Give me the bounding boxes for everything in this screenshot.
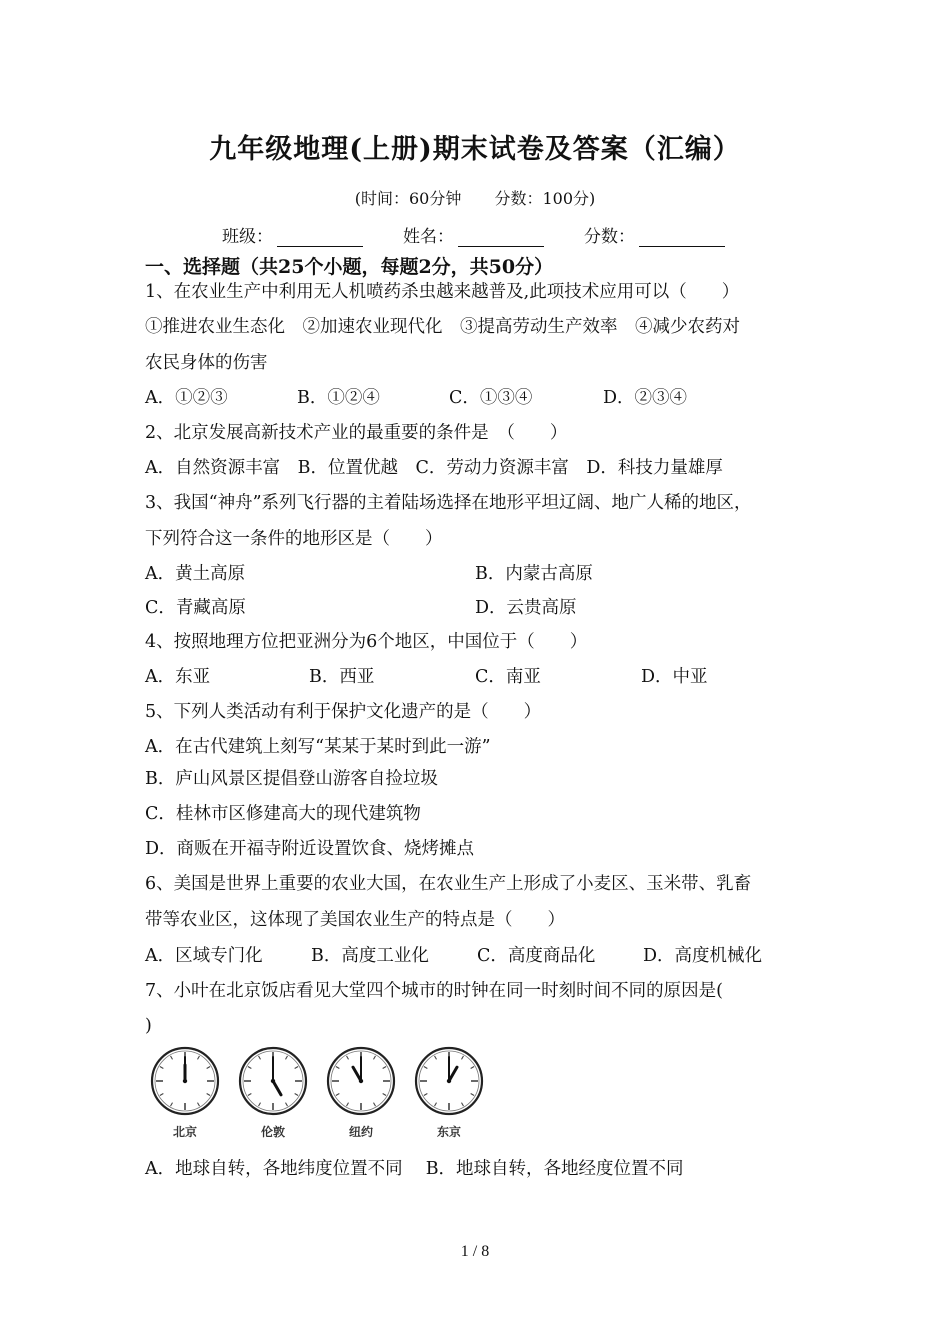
q2-stem: 2、北京发展高新技术产业的最重要的条件是 （ ）: [145, 423, 568, 443]
q1-stem: 1、在农业生产中利用无人机喷药杀虫越来越普及,此项技术应用可以（ ）: [145, 282, 740, 302]
q5-option-d[interactable]: D．商贩在开福寺附近设置饮食、烧烤摊点: [145, 839, 475, 859]
exam-time: (时间：60分钟: [354, 189, 462, 208]
clock-face-icon: [325, 1045, 397, 1117]
q6-option-a[interactable]: A．区域专门化: [145, 946, 263, 966]
q7-stem: 7、小叶在北京饭店看见大堂四个城市的时钟在同一时刻时间不同的原因是(: [145, 981, 723, 1001]
q4-options: [145, 666, 708, 688]
q3-option-a[interactable]: A．黄土高原: [145, 564, 246, 584]
clock-london: [229, 1045, 317, 1140]
clock-label-beijing: 北京: [172, 1125, 197, 1139]
clock-label-london: 伦敦: [260, 1125, 285, 1139]
q4-option-c[interactable]: C．南亚: [475, 667, 541, 687]
q5-option-a[interactable]: A．在古代建筑上刻写“某某于某时到此一游”: [145, 737, 491, 757]
q6-option-b[interactable]: B．高度工业化: [311, 946, 429, 966]
class-blank[interactable]: [277, 230, 363, 247]
clock-label-tokyo: 东京: [436, 1125, 461, 1139]
q1-line3: 农民身体的伤害: [145, 353, 268, 373]
q6-option-c[interactable]: C．高度商品化: [477, 946, 596, 966]
q1-option-c[interactable]: C．①③④: [449, 388, 533, 408]
q6-line2: 带等农业区，这体现了美国农业生产的特点是（ ）: [145, 910, 565, 930]
q6-option-d[interactable]: D．高度机械化: [643, 946, 763, 966]
q3-stem: 3、我国“神舟”系列飞行器的主着陆场选择在地形平坦辽阔、地广人稀的地区，: [145, 493, 752, 513]
clock-newyork: [317, 1045, 405, 1140]
q6-options: [145, 945, 762, 967]
class-label: 班级：: [222, 227, 273, 247]
q7-options[interactable]: A．地球自转，各地纬度位置不同 B．地球自转，各地经度位置不同: [145, 1159, 684, 1179]
q4-option-a[interactable]: A．东亚: [145, 667, 211, 687]
clock-face-icon: [237, 1045, 309, 1117]
q1-line2: ①推进农业生态化 ②加速农业现代化 ③提高劳动生产效率 ④减少农药对: [145, 317, 740, 337]
q4-option-d[interactable]: D．中亚: [641, 667, 708, 687]
exam-total-score: 分数：100分): [494, 189, 596, 208]
q3-option-c[interactable]: C．青藏高原: [145, 598, 246, 618]
clock-center: [183, 1079, 187, 1083]
q5-option-b[interactable]: B．庐山风景区提倡登山游客自捡垃圾: [145, 769, 438, 789]
clock-center: [359, 1079, 363, 1083]
q5-stem: 5、下列人类活动有利于保护文化遗产的是（ ）: [145, 702, 542, 722]
name-label: 姓名：: [403, 227, 454, 247]
q4-stem: 4、按照地理方位把亚洲分为6个地区，中国位于（ ）: [145, 632, 588, 652]
class-field: [222, 222, 363, 247]
clock-tokyo: [405, 1045, 493, 1140]
clock-face-icon: [149, 1045, 221, 1117]
clock-center: [271, 1079, 275, 1083]
student-info: [222, 222, 765, 247]
q7-line2: ): [145, 1016, 152, 1036]
q3-line2: 下列符合这一条件的地形区是（ ）: [145, 529, 443, 549]
score-field: [584, 222, 725, 247]
page-title: 九年级地理(上册)期末试卷及答案（汇编）: [209, 134, 741, 165]
clock-label-newyork: 纽约: [348, 1125, 373, 1139]
q6-stem: 6、美国是世界上重要的农业大国，在农业生产上形成了小麦区、玉米带、乳畜: [145, 874, 752, 894]
name-field: [403, 222, 544, 247]
q1-option-b[interactable]: B．①②④: [297, 388, 380, 408]
clock-beijing: [141, 1045, 229, 1140]
exam-meta: [0, 186, 950, 209]
q3-options-row2: [145, 597, 577, 619]
q1-option-a[interactable]: A．①②③: [145, 388, 228, 408]
section-heading: 一、选择题（共25个小题，每题2分，共50分）: [145, 256, 554, 278]
name-blank[interactable]: [458, 230, 544, 247]
q2-options[interactable]: A．自然资源丰富 B．位置优越 C．劳动力资源丰富 D．科技力量雄厚: [145, 458, 723, 478]
q3-options-row1: [145, 563, 593, 585]
clock-figure: [141, 1045, 493, 1140]
page-number: 1 / 8: [460, 1243, 490, 1260]
clock-center: [447, 1079, 451, 1083]
clock-face-icon: [413, 1045, 485, 1117]
q1-option-d[interactable]: D．②③④: [603, 388, 688, 408]
score-label: 分数：: [584, 227, 635, 247]
q3-option-b[interactable]: B．内蒙古高原: [475, 564, 593, 584]
q1-options: [145, 387, 687, 409]
q5-option-c[interactable]: C．桂林市区修建高大的现代建筑物: [145, 804, 421, 824]
score-blank[interactable]: [639, 230, 725, 247]
q4-option-b[interactable]: B．西亚: [309, 667, 375, 687]
q3-option-d[interactable]: D．云贵高原: [475, 598, 577, 618]
